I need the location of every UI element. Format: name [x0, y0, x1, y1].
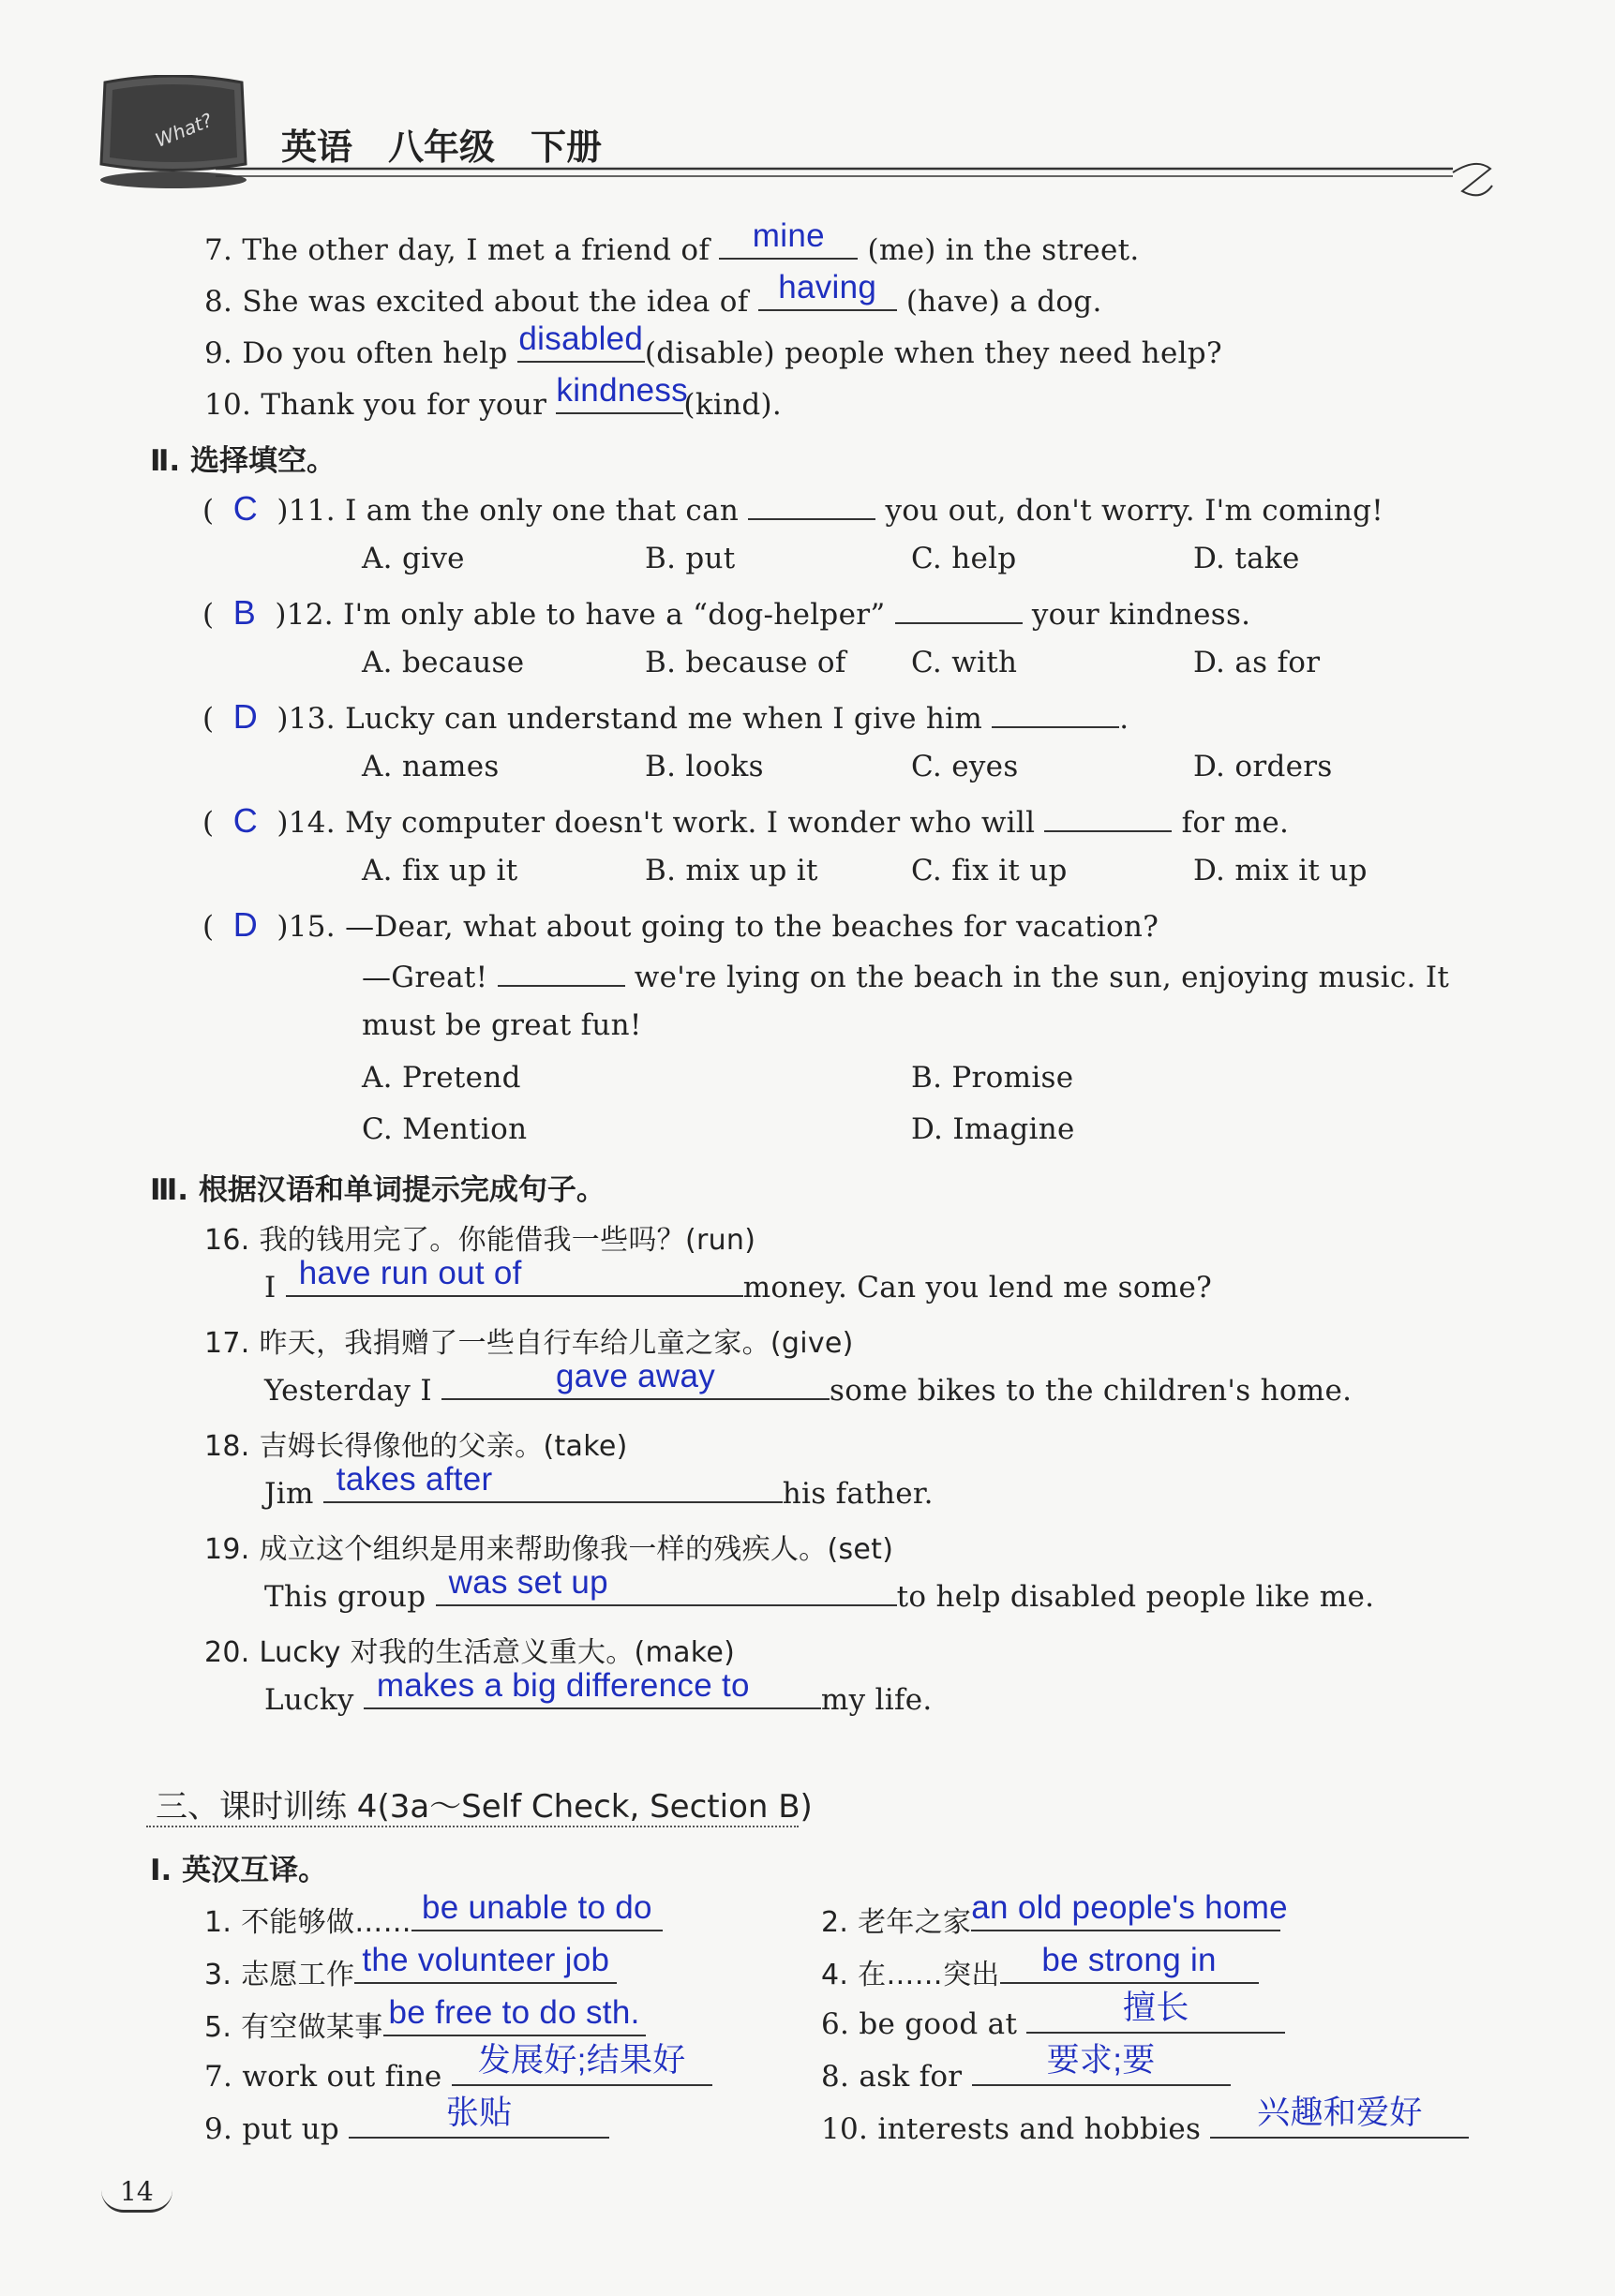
- mc-answer-12: B: [232, 593, 257, 632]
- sentence-19: This group was set up to help disabled people like me.: [264, 1564, 1375, 1614]
- mc-answer-11: C: [232, 489, 259, 528]
- mc-option: B. looks: [645, 750, 764, 783]
- word-form-item-8: 8. She was excited about the idea of having (have) a dog.: [204, 269, 1102, 319]
- mc-option: D. orders: [1193, 750, 1333, 783]
- translation-item-1: 1. 不能够做…… be unable to do: [204, 1899, 663, 1940]
- mc-option: D. Imagine: [911, 1112, 1075, 1146]
- word-form-item-7: 7. The other day, I met a friend of mine (me) in the street.: [204, 217, 1140, 267]
- translation-answer-6: 擅长: [1123, 1990, 1189, 2026]
- translation-answer-10: 兴趣和爱好: [1257, 2095, 1423, 2131]
- sentence-19-prompt: 19. 成立这个组织是用来帮助像我一样的残疾人。(set): [204, 1533, 894, 1566]
- answer-8: having: [778, 269, 877, 306]
- translation-item-9: 9. put up 张贴: [204, 2109, 609, 2146]
- mc-option: A. fix up it: [362, 854, 518, 887]
- sentence-16: I have run out of money. Can you lend me some?: [264, 1255, 1213, 1305]
- mc-option: B. because of: [645, 646, 846, 679]
- translation-answer-3: the volunteer job: [362, 1942, 610, 1978]
- answer-16: have run out of: [298, 1255, 522, 1291]
- mc-question-15: ( D )15. —Dear, what about going to the beaches for vacation?: [202, 905, 1159, 944]
- lesson-4-title: 三、课时训练 4(3a～Self Check, Section B): [156, 1788, 813, 1826]
- mc-option: A. because: [362, 646, 525, 679]
- section-2-heading: Ⅱ. 选择填空。: [150, 444, 336, 478]
- lesson-4-divider: [146, 1826, 799, 1827]
- translation-item-4: 4. 在……突出 be strong in: [821, 1951, 1259, 1992]
- sentence-18: Jim takes after his father.: [264, 1461, 934, 1511]
- translation-item-5: 5. 有空做某事 be free to do sth.: [204, 2004, 646, 2045]
- mc-option: C. help: [911, 542, 1017, 575]
- sentence-20: Lucky makes a big difference to my life.: [264, 1667, 933, 1717]
- section-3-heading: Ⅲ. 根据汉语和单词提示完成句子。: [150, 1173, 606, 1207]
- translation-answer-1: be unable to do: [421, 1889, 652, 1926]
- sentence-17: Yesterday I gave away some bikes to the children's home.: [264, 1358, 1353, 1408]
- page-title: 英语 八年级 下册: [281, 127, 603, 168]
- mc-question-15-line3: must be great fun!: [362, 1008, 642, 1042]
- mc-option: C. eyes: [911, 750, 1019, 783]
- translation-answer-2: an old people's home: [971, 1889, 1288, 1926]
- mc-question-11: ( C )11. I am the only one that can you out, don't worry. I'm coming!: [202, 489, 1383, 528]
- mc-question-14: ( C )14. My computer doesn't work. I wonder who will for me.: [202, 801, 1290, 840]
- lesson-4-heading: Ⅰ. 英汉互译。: [150, 1854, 328, 1887]
- answer-17: gave away: [556, 1358, 716, 1394]
- translation-answer-4: be strong in: [1041, 1942, 1217, 1978]
- mc-option: B. put: [645, 542, 736, 575]
- translation-item-2: 2. 老年之家 an old people's home: [821, 1889, 1288, 1939]
- mc-option: D. as for: [1193, 646, 1321, 679]
- mc-option: C. Mention: [362, 1112, 528, 1146]
- sentence-16-prompt: 16. 我的钱用完了。你能借我一些吗？(run): [204, 1224, 756, 1257]
- mc-option: A. Pretend: [362, 1061, 521, 1095]
- mc-option: D. take: [1193, 542, 1300, 575]
- mc-option: A. give: [362, 542, 465, 575]
- mc-answer-13: D: [232, 697, 259, 736]
- translation-item-8: 8. ask for 要求;要: [821, 2056, 1231, 2094]
- answer-10: kindness: [556, 372, 688, 409]
- translation-answer-9: 张贴: [445, 2095, 513, 2131]
- translation-answer-5: be free to do sth.: [388, 1994, 640, 2031]
- translation-item-3: 3. 志愿工作 the volunteer job: [204, 1951, 617, 1992]
- sentence-20-prompt: 20. Lucky 对我的生活意义重大。(make): [204, 1636, 736, 1669]
- answer-9: disabled: [518, 321, 644, 357]
- translation-item-7: 7. work out fine 发展好;结果好: [204, 2056, 712, 2094]
- mc-question-15-line2: —Great! we're lying on the beach in the sun, enjoying music. It: [362, 957, 1449, 994]
- mc-option: D. mix it up: [1193, 854, 1368, 887]
- board-text: What?: [152, 108, 216, 152]
- answer-20: makes a big difference to: [376, 1667, 750, 1704]
- word-form-item-9: 9. Do you often help disabled (disable) people when they need help?: [204, 321, 1222, 370]
- mc-option: C. with: [911, 646, 1018, 679]
- translation-item-6: 6. be good at 擅长: [821, 2004, 1285, 2041]
- answer-19: was set up: [448, 1564, 608, 1601]
- translation-answer-8: 要求;要: [1046, 2042, 1156, 2079]
- mc-option: B. mix up it: [645, 854, 818, 887]
- mc-question-12: ( B )12. I'm only able to have a “dog-helper” your kindness.: [202, 593, 1251, 632]
- answer-18: takes after: [336, 1461, 493, 1498]
- sentence-17-prompt: 17. 昨天，我捐赠了一些自行车给儿童之家。(give): [204, 1327, 854, 1360]
- answer-7: mine: [752, 217, 825, 254]
- mc-option: C. fix it up: [911, 854, 1068, 887]
- word-form-item-10: 10. Thank you for your kindness (kind).: [204, 372, 783, 422]
- mc-option: A. names: [362, 750, 500, 783]
- page-number: 14: [120, 2176, 154, 2207]
- mc-answer-15: D: [232, 905, 259, 944]
- translation-answer-7: 发展好;结果好: [477, 2042, 686, 2079]
- header-rule: [216, 150, 1509, 216]
- mc-option: B. Promise: [911, 1061, 1074, 1095]
- mc-question-13: ( D )13. Lucky can understand me when I give him .: [202, 697, 1129, 736]
- translation-item-10: 10. interests and hobbies 兴趣和爱好: [821, 2109, 1469, 2146]
- mc-answer-14: C: [232, 801, 259, 840]
- sentence-18-prompt: 18. 吉姆长得像他的父亲。(take): [204, 1430, 628, 1463]
